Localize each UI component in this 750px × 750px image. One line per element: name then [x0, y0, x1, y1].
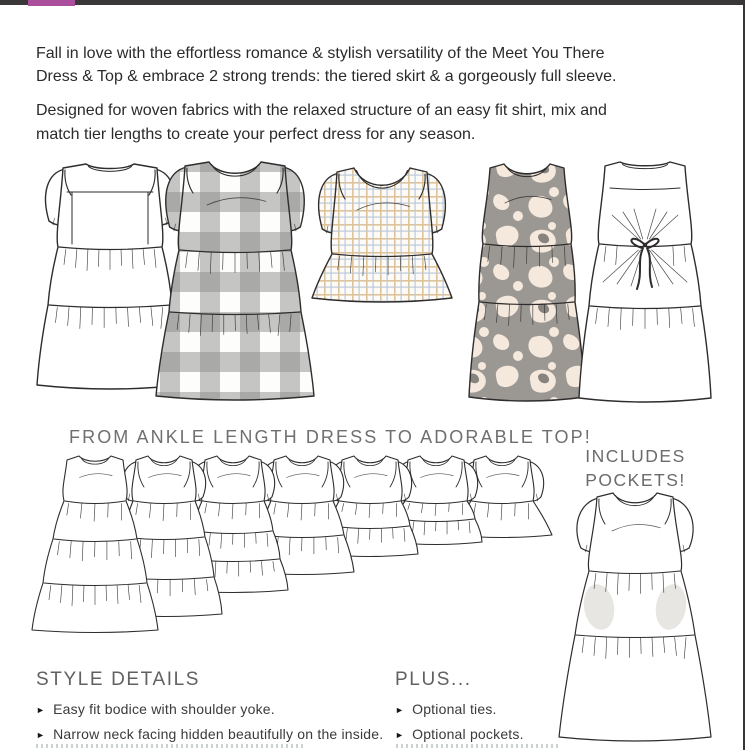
includes-line-1: INCLUDES	[585, 446, 686, 466]
garment-illustrations-row	[0, 152, 750, 412]
length-options-illustration	[28, 446, 588, 646]
intro-paragraph-2: Designed for woven fabrics with the relaxed structure of an easy fit shirt, mix and match tier lengths to create your perfect dress for any season.	[36, 102, 607, 143]
plaid-top-illustration	[312, 168, 452, 302]
style-details-bullet	[36, 701, 386, 717]
bullet-text: Narrow neck facing hidden beautifully on the inside.	[53, 726, 384, 742]
style-details-bullet	[36, 726, 386, 742]
drawstring-back-dress-illustration	[579, 162, 711, 402]
clipped-text-row	[36, 744, 304, 748]
top-bar	[0, 0, 744, 5]
top-bar-accent	[28, 0, 75, 6]
bullet-arrow-icon: ►	[36, 730, 46, 740]
bullet-text: Easy fit bodice with shoulder yoke.	[53, 701, 275, 717]
bullet-arrow-icon: ►	[36, 705, 46, 715]
series-heading: FROM ANKLE LENGTH DRESS TO ADORABLE TOP!	[69, 427, 592, 447]
plus-bullet	[395, 701, 605, 717]
plus-heading: PLUS...	[395, 669, 472, 690]
bullet-arrow-icon: ►	[395, 730, 405, 740]
gingham-dress-illustration	[156, 162, 314, 400]
style-details-section	[36, 669, 386, 750]
bullet-text: Optional ties.	[412, 701, 497, 717]
style-details-heading: STYLE DETAILS	[36, 669, 201, 690]
style-details-list	[36, 701, 386, 742]
intro-text	[36, 42, 632, 157]
clipped-text-row	[396, 744, 558, 748]
animal-print-dress-illustration	[469, 164, 585, 401]
plus-section	[395, 669, 605, 750]
intro-paragraph-1: Fall in love with the effortless romance & stylish versatility of the Meet You There Dress & Top & embrace 2 strong trends: the tiered skirt & a gorgeously full sleeve.	[36, 45, 617, 86]
plus-bullet	[395, 726, 605, 742]
plus-list	[395, 701, 605, 742]
includes-line-2: POCKETS!	[585, 470, 686, 490]
bullet-text: Optional pockets.	[412, 726, 524, 742]
bullet-arrow-icon: ►	[395, 705, 405, 715]
